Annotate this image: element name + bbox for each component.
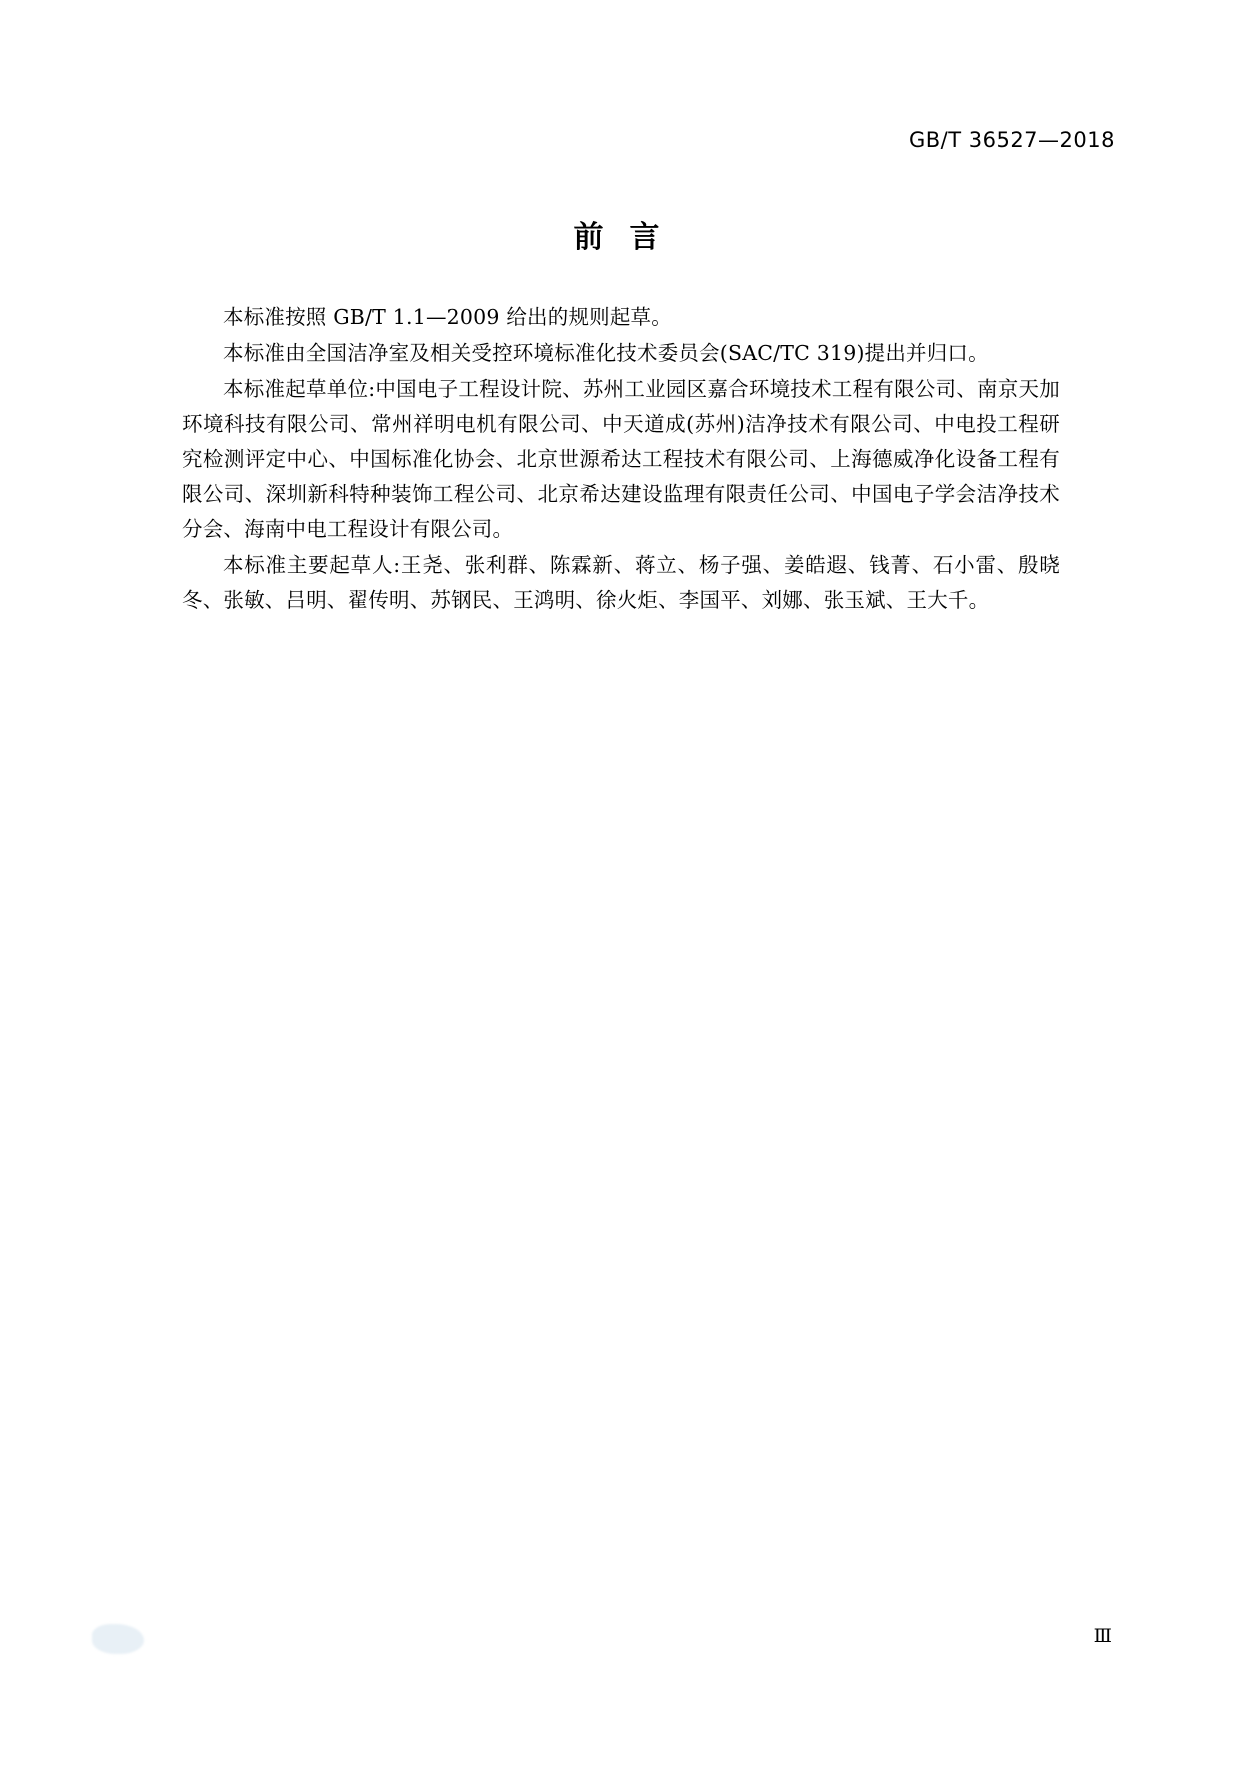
page-title: 前言	[573, 220, 686, 255]
scan-artifact	[92, 1624, 144, 1654]
paragraph: 本标准主要起草人:王尧、张利群、陈霖新、蒋立、杨子强、姜皓遐、钱菁、石小雷、殷晓冬、张敏、吕明、翟传明、苏钢民、王鸿明、徐火炬、李国平、刘娜、张玉斌、王大千。	[182, 553, 1060, 612]
paragraph: 本标准按照 GB/T 1.1—2009 给出的规则起草。	[223, 305, 672, 329]
foreword-body	[182, 300, 1060, 618]
paragraph: 本标准起草单位:中国电子工程设计院、苏州工业园区嘉合环境技术工程有限公司、南京天加环境科技有限公司、常州祥明电机有限公司、中天道成(苏州)洁净技术有限公司、中电投工程研究检测评定中心、中国标准化协会、北京世源希达工程技术有限公司、上海德威净化设备工程有限公司、深圳新科特种装饰工程公司、北京希达建设监理有限责任公司、中国电子学会洁净技术分会、海南中电工程设计有限公司。	[182, 377, 1060, 541]
paragraph: 本标准由全国洁净室及相关受控环境标准化技术委员会(SAC/TC 319)提出并归口。	[223, 341, 989, 365]
standard-number-header: GB/T 36527—2018	[908, 128, 1115, 152]
page-number: Ⅲ	[1093, 1625, 1113, 1647]
